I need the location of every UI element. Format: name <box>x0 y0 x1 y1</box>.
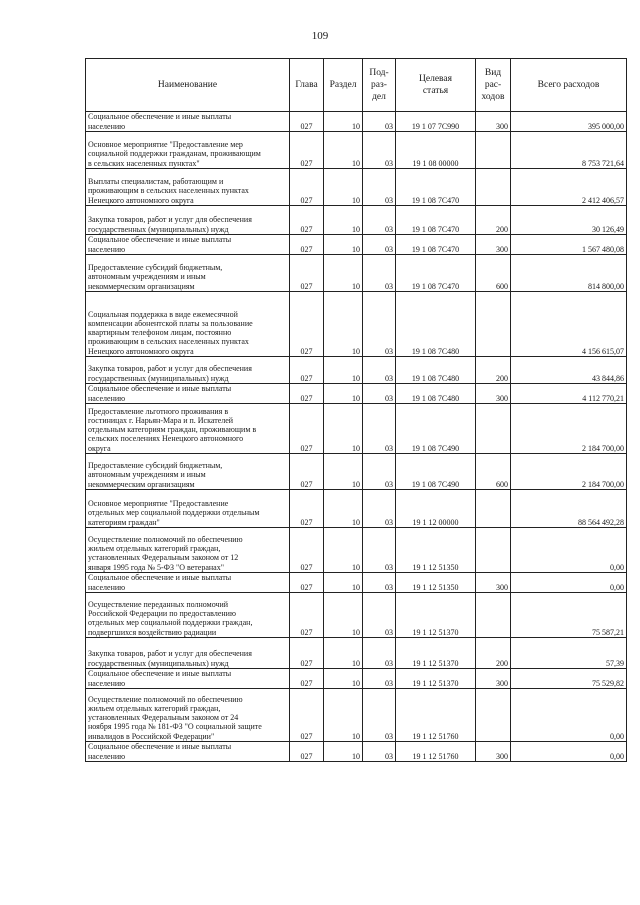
cell-total: 75 529,82 <box>511 669 627 689</box>
cell-podrazdel: 03 <box>363 112 396 132</box>
cell-name: Социальное обеспечение и иные выплаты населению <box>86 742 290 762</box>
table-row <box>86 206 627 235</box>
cell-vid <box>476 404 511 454</box>
cell-celevaya: 19 1 12 51760 <box>396 742 476 762</box>
cell-name: Социальное обеспечение и иные выплаты населению <box>86 669 290 689</box>
cell-total: 0,00 <box>511 689 627 742</box>
cell-name: Предоставление субсидий бюджетным, автономным учреждениям и иным некоммерческим организациям <box>86 255 290 292</box>
cell-vid <box>476 169 511 206</box>
cell-celevaya: 19 1 08 7С490 <box>396 404 476 454</box>
table-row <box>86 573 627 593</box>
table-row <box>86 638 627 669</box>
cell-celevaya: 19 1 08 7С470 <box>396 206 476 235</box>
cell-podrazdel: 03 <box>363 490 396 528</box>
cell-podrazdel: 03 <box>363 384 396 404</box>
cell-celevaya: 19 1 08 7С480 <box>396 292 476 357</box>
cell-razdel: 10 <box>324 169 363 206</box>
cell-celevaya: 19 1 12 51350 <box>396 573 476 593</box>
cell-razdel: 10 <box>324 112 363 132</box>
cell-celevaya: 19 1 12 51350 <box>396 528 476 573</box>
cell-vid <box>476 593 511 638</box>
cell-celevaya: 19 1 08 7С470 <box>396 235 476 255</box>
table-row <box>86 593 627 638</box>
cell-celevaya: 19 1 08 7С480 <box>396 384 476 404</box>
cell-celevaya: 19 1 08 7С470 <box>396 169 476 206</box>
cell-glava: 027 <box>290 255 324 292</box>
cell-vid: 300 <box>476 235 511 255</box>
cell-glava: 027 <box>290 669 324 689</box>
cell-podrazdel: 03 <box>363 169 396 206</box>
cell-glava: 027 <box>290 292 324 357</box>
header-celevaya: Целевая статья <box>396 59 476 112</box>
cell-glava: 027 <box>290 573 324 593</box>
table-row <box>86 742 627 762</box>
table-row <box>86 404 627 454</box>
cell-total: 4 156 615,07 <box>511 292 627 357</box>
cell-glava: 027 <box>290 384 324 404</box>
cell-glava: 027 <box>290 132 324 169</box>
cell-name: Социальное обеспечение и иные выплаты населению <box>86 235 290 255</box>
cell-razdel: 10 <box>324 573 363 593</box>
table-row <box>86 132 627 169</box>
cell-podrazdel: 03 <box>363 593 396 638</box>
table-row <box>86 112 627 132</box>
cell-glava: 027 <box>290 404 324 454</box>
table-row <box>86 169 627 206</box>
page-number: 109 <box>311 30 329 42</box>
table-row <box>86 490 627 528</box>
cell-razdel: 10 <box>324 669 363 689</box>
cell-glava: 027 <box>290 742 324 762</box>
cell-total: 57,39 <box>511 638 627 669</box>
cell-glava: 027 <box>290 235 324 255</box>
cell-vid: 300 <box>476 742 511 762</box>
table-row <box>86 454 627 490</box>
cell-total: 0,00 <box>511 528 627 573</box>
cell-podrazdel: 03 <box>363 404 396 454</box>
cell-podrazdel: 03 <box>363 132 396 169</box>
cell-razdel: 10 <box>324 742 363 762</box>
cell-glava: 027 <box>290 206 324 235</box>
cell-glava: 027 <box>290 357 324 384</box>
cell-name: Социальное обеспечение и иные выплаты населению <box>86 573 290 593</box>
cell-razdel: 10 <box>324 206 363 235</box>
cell-celevaya: 19 1 12 51370 <box>396 638 476 669</box>
table-row <box>86 255 627 292</box>
cell-total: 4 112 770,21 <box>511 384 627 404</box>
cell-vid <box>476 689 511 742</box>
cell-vid <box>476 528 511 573</box>
cell-total: 75 587,21 <box>511 593 627 638</box>
table-header-row <box>86 59 627 112</box>
cell-total: 814 800,00 <box>511 255 627 292</box>
cell-total: 2 184 700,00 <box>511 454 627 490</box>
table-row <box>86 669 627 689</box>
cell-vid <box>476 292 511 357</box>
table-row <box>86 528 627 573</box>
cell-glava: 027 <box>290 490 324 528</box>
cell-name: Предоставление льготного проживания в гостиницах г. Нарьян-Мара и п. Искателей отдельным категориям граждан, проживающим в сельских поселениях Ненецкого автономного округа <box>86 404 290 454</box>
cell-vid: 200 <box>476 638 511 669</box>
cell-total: 2 184 700,00 <box>511 404 627 454</box>
cell-total: 30 126,49 <box>511 206 627 235</box>
cell-name: Социальное обеспечение и иные выплаты населению <box>86 112 290 132</box>
budget-table <box>85 58 627 762</box>
table-body <box>86 112 627 762</box>
cell-vid: 600 <box>476 454 511 490</box>
table-row <box>86 357 627 384</box>
cell-celevaya: 19 1 08 7С470 <box>396 255 476 292</box>
cell-podrazdel: 03 <box>363 206 396 235</box>
cell-razdel: 10 <box>324 689 363 742</box>
cell-celevaya: 19 1 12 51760 <box>396 689 476 742</box>
cell-podrazdel: 03 <box>363 689 396 742</box>
cell-podrazdel: 03 <box>363 638 396 669</box>
cell-razdel: 10 <box>324 357 363 384</box>
cell-razdel: 10 <box>324 255 363 292</box>
cell-razdel: 10 <box>324 235 363 255</box>
cell-razdel: 10 <box>324 454 363 490</box>
cell-glava: 027 <box>290 169 324 206</box>
cell-podrazdel: 03 <box>363 255 396 292</box>
cell-vid: 300 <box>476 573 511 593</box>
cell-celevaya: 19 1 12 51370 <box>396 669 476 689</box>
cell-name: Социальная поддержка в виде ежемесячной компенсации абонентской платы за пользование квартирным телефоном лицам, постоянно проживающим в сельских населенных пунктах Ненецкого автономного округа <box>86 292 290 357</box>
cell-podrazdel: 03 <box>363 292 396 357</box>
cell-name: Основное мероприятие "Предоставление мер социальной поддержки гражданам, проживающим в сельских населенных пунктах" <box>86 132 290 169</box>
table-row <box>86 384 627 404</box>
cell-name: Предоставление субсидий бюджетным, автономным учреждениям и иным некоммерческим организациям <box>86 454 290 490</box>
cell-total: 395 000,00 <box>511 112 627 132</box>
cell-vid: 300 <box>476 669 511 689</box>
cell-razdel: 10 <box>324 384 363 404</box>
cell-name: Основное мероприятие "Предоставление отдельных мер социальной поддержки отдельным категориям граждан" <box>86 490 290 528</box>
cell-podrazdel: 03 <box>363 357 396 384</box>
cell-total: 8 753 721,64 <box>511 132 627 169</box>
cell-glava: 027 <box>290 689 324 742</box>
cell-celevaya: 19 1 08 00000 <box>396 132 476 169</box>
cell-glava: 027 <box>290 454 324 490</box>
cell-celevaya: 19 1 08 7С490 <box>396 454 476 490</box>
cell-total: 1 567 480,08 <box>511 235 627 255</box>
cell-glava: 027 <box>290 528 324 573</box>
cell-celevaya: 19 1 08 7С480 <box>396 357 476 384</box>
cell-vid <box>476 490 511 528</box>
cell-razdel: 10 <box>324 593 363 638</box>
cell-name: Осуществление полномочий по обеспечению жильем отдельных категорий граждан, установленных Федеральным законом от 24 ноября 1995 года № 181-ФЗ "О социальной защите инвалидов в Российской Федерации" <box>86 689 290 742</box>
header-razdel: Раздел <box>324 59 363 112</box>
cell-celevaya: 19 1 12 51370 <box>396 593 476 638</box>
cell-podrazdel: 03 <box>363 742 396 762</box>
cell-glava: 027 <box>290 638 324 669</box>
cell-celevaya: 19 1 07 7С990 <box>396 112 476 132</box>
cell-vid: 600 <box>476 255 511 292</box>
cell-celevaya: 19 1 12 00000 <box>396 490 476 528</box>
cell-name: Осуществление полномочий по обеспечению жильем отдельных категорий граждан, установленных Федеральным законом от 12 января 1995 года № 5-ФЗ "О ветеранах" <box>86 528 290 573</box>
header-total: Всего расходов <box>511 59 627 112</box>
cell-vid: 300 <box>476 384 511 404</box>
cell-podrazdel: 03 <box>363 669 396 689</box>
cell-total: 88 564 492,28 <box>511 490 627 528</box>
cell-total: 0,00 <box>511 573 627 593</box>
cell-name: Социальное обеспечение и иные выплаты населению <box>86 384 290 404</box>
cell-razdel: 10 <box>324 404 363 454</box>
cell-total: 2 412 406,57 <box>511 169 627 206</box>
table-row <box>86 235 627 255</box>
cell-total: 43 844,86 <box>511 357 627 384</box>
cell-vid <box>476 132 511 169</box>
cell-razdel: 10 <box>324 490 363 528</box>
cell-glava: 027 <box>290 112 324 132</box>
cell-name: Закупка товаров, работ и услуг для обеспечения государственных (муниципальных) нужд <box>86 206 290 235</box>
header-vid: Вид рас- ходов <box>476 59 511 112</box>
cell-vid: 300 <box>476 112 511 132</box>
header-glava: Глава <box>290 59 324 112</box>
cell-name: Выплаты специалистам, работающим и проживающим в сельских населенных пунктах Ненецкого автономного округа <box>86 169 290 206</box>
cell-podrazdel: 03 <box>363 235 396 255</box>
cell-name: Закупка товаров, работ и услуг для обеспечения государственных (муниципальных) нужд <box>86 357 290 384</box>
cell-vid: 200 <box>476 357 511 384</box>
header-podrazdel: Под- раз- дел <box>363 59 396 112</box>
cell-total: 0,00 <box>511 742 627 762</box>
cell-podrazdel: 03 <box>363 528 396 573</box>
table-row <box>86 689 627 742</box>
cell-glava: 027 <box>290 593 324 638</box>
cell-razdel: 10 <box>324 292 363 357</box>
cell-vid: 200 <box>476 206 511 235</box>
header-name: Наименование <box>86 59 290 112</box>
cell-razdel: 10 <box>324 132 363 169</box>
table-row <box>86 292 627 357</box>
cell-razdel: 10 <box>324 638 363 669</box>
cell-podrazdel: 03 <box>363 573 396 593</box>
cell-name: Осуществление переданных полномочий Российской Федерации по предоставлению отдельных мер социальной поддержки граждан, подвергшихся воздействию радиации <box>86 593 290 638</box>
cell-name: Закупка товаров, работ и услуг для обеспечения государственных (муниципальных) нужд <box>86 638 290 669</box>
cell-podrazdel: 03 <box>363 454 396 490</box>
cell-razdel: 10 <box>324 528 363 573</box>
